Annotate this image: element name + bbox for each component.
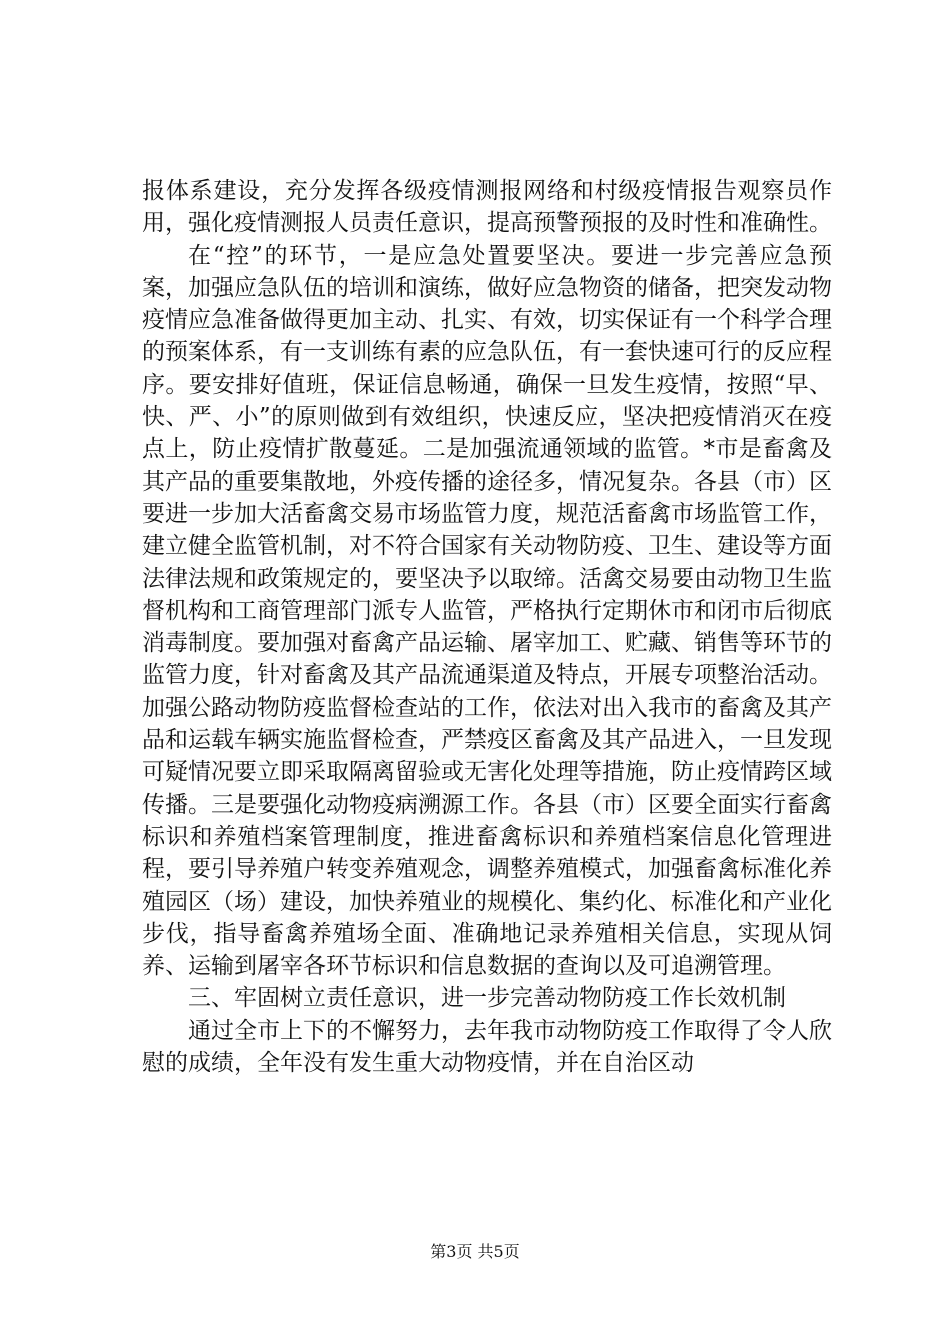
paragraph-surveillance-reporting: 报体系建设，充分发挥各级疫情测报网络和村级疫情报告观察员作用，强化疫情测报人员责任意识，提高预警预报的及时性和准确性。 — [142, 178, 832, 237]
page-number-footer: 第3页 共5页 — [430, 1242, 520, 1261]
paragraph-achievements: 通过全市上下的不懈努力，去年我市动物防疫工作取得了令人欣慰的成绩，全年没有发生重大动物疫情，并在自治区动 — [142, 1017, 832, 1077]
paragraph-control-measures: 在“控”的环节，一是应急处置要坚决。要进一步完善应急预案，加强应急队伍的培训和演练，做好应急物资的储备，把突发动物疫情应急准备做得更加主动、扎实、有效，切实保证有一个科学合理的预案体系，有一支训练有素的应急队伍，有一套快速可行的反应程序。要安排好值班，保证信息畅通，确保一旦发生疫情，按照“早、快、严、小”的原则做到有效组织，快速反应，坚决把疫情消灭在疫点上，防止疫情扩散蔓延。二是加强流通领域的监管。*市是畜禽及其产品的重要集散地，外疫传播的途径多，情况复杂。各县（市）区要进一步加大活畜禽交易市场监管力度，规范活畜禽市场监管工作，建立健全监管机制，对不符合国家有关动物防疫、卫生、建设等方面法律法规和政策规定的，要坚决予以取缔。活禽交易要由动物卫生监督机构和工商管理部门派专人监管，严格执行定期休市和闭市后彻底消毒制度。要加强对畜禽产品运输、屠宰加工、贮藏、销售等环节的监管力度，针对畜禽及其产品流通渠道及特点，开展专项整治活动。加强公路动物防疫监督检查站的工作，依法对出入我市的畜禽及其产品和运载车辆实施监督检查，严禁疫区畜禽及其产品进入，一旦发现可疑情况要立即采取隔离留验或无害化处理等措施，防止疫情跨区域传播。三是要强化动物疫病溯源工作。各县（市）区要全面实行畜禽标识和养殖档案管理制度，推进畜禽标识和养殖档案信息化管理进程，要引导养殖户转变养殖观念，调整养殖模式，加强畜禽标准化养殖园区（场）建设，加快养殖业的规模化、集约化、标准化和产业化步伐，指导畜禽养殖场全面、准确地记录养殖相关信息，实现从饲养、运输到屠宰各环节标识和信息数据的查询以及可追溯管理。 — [142, 242, 832, 980]
section-heading-responsibility: 三、牢固树立责任意识，进一步完善动物防疫工作长效机制 — [188, 985, 786, 1012]
document-body — [142, 175, 832, 1079]
